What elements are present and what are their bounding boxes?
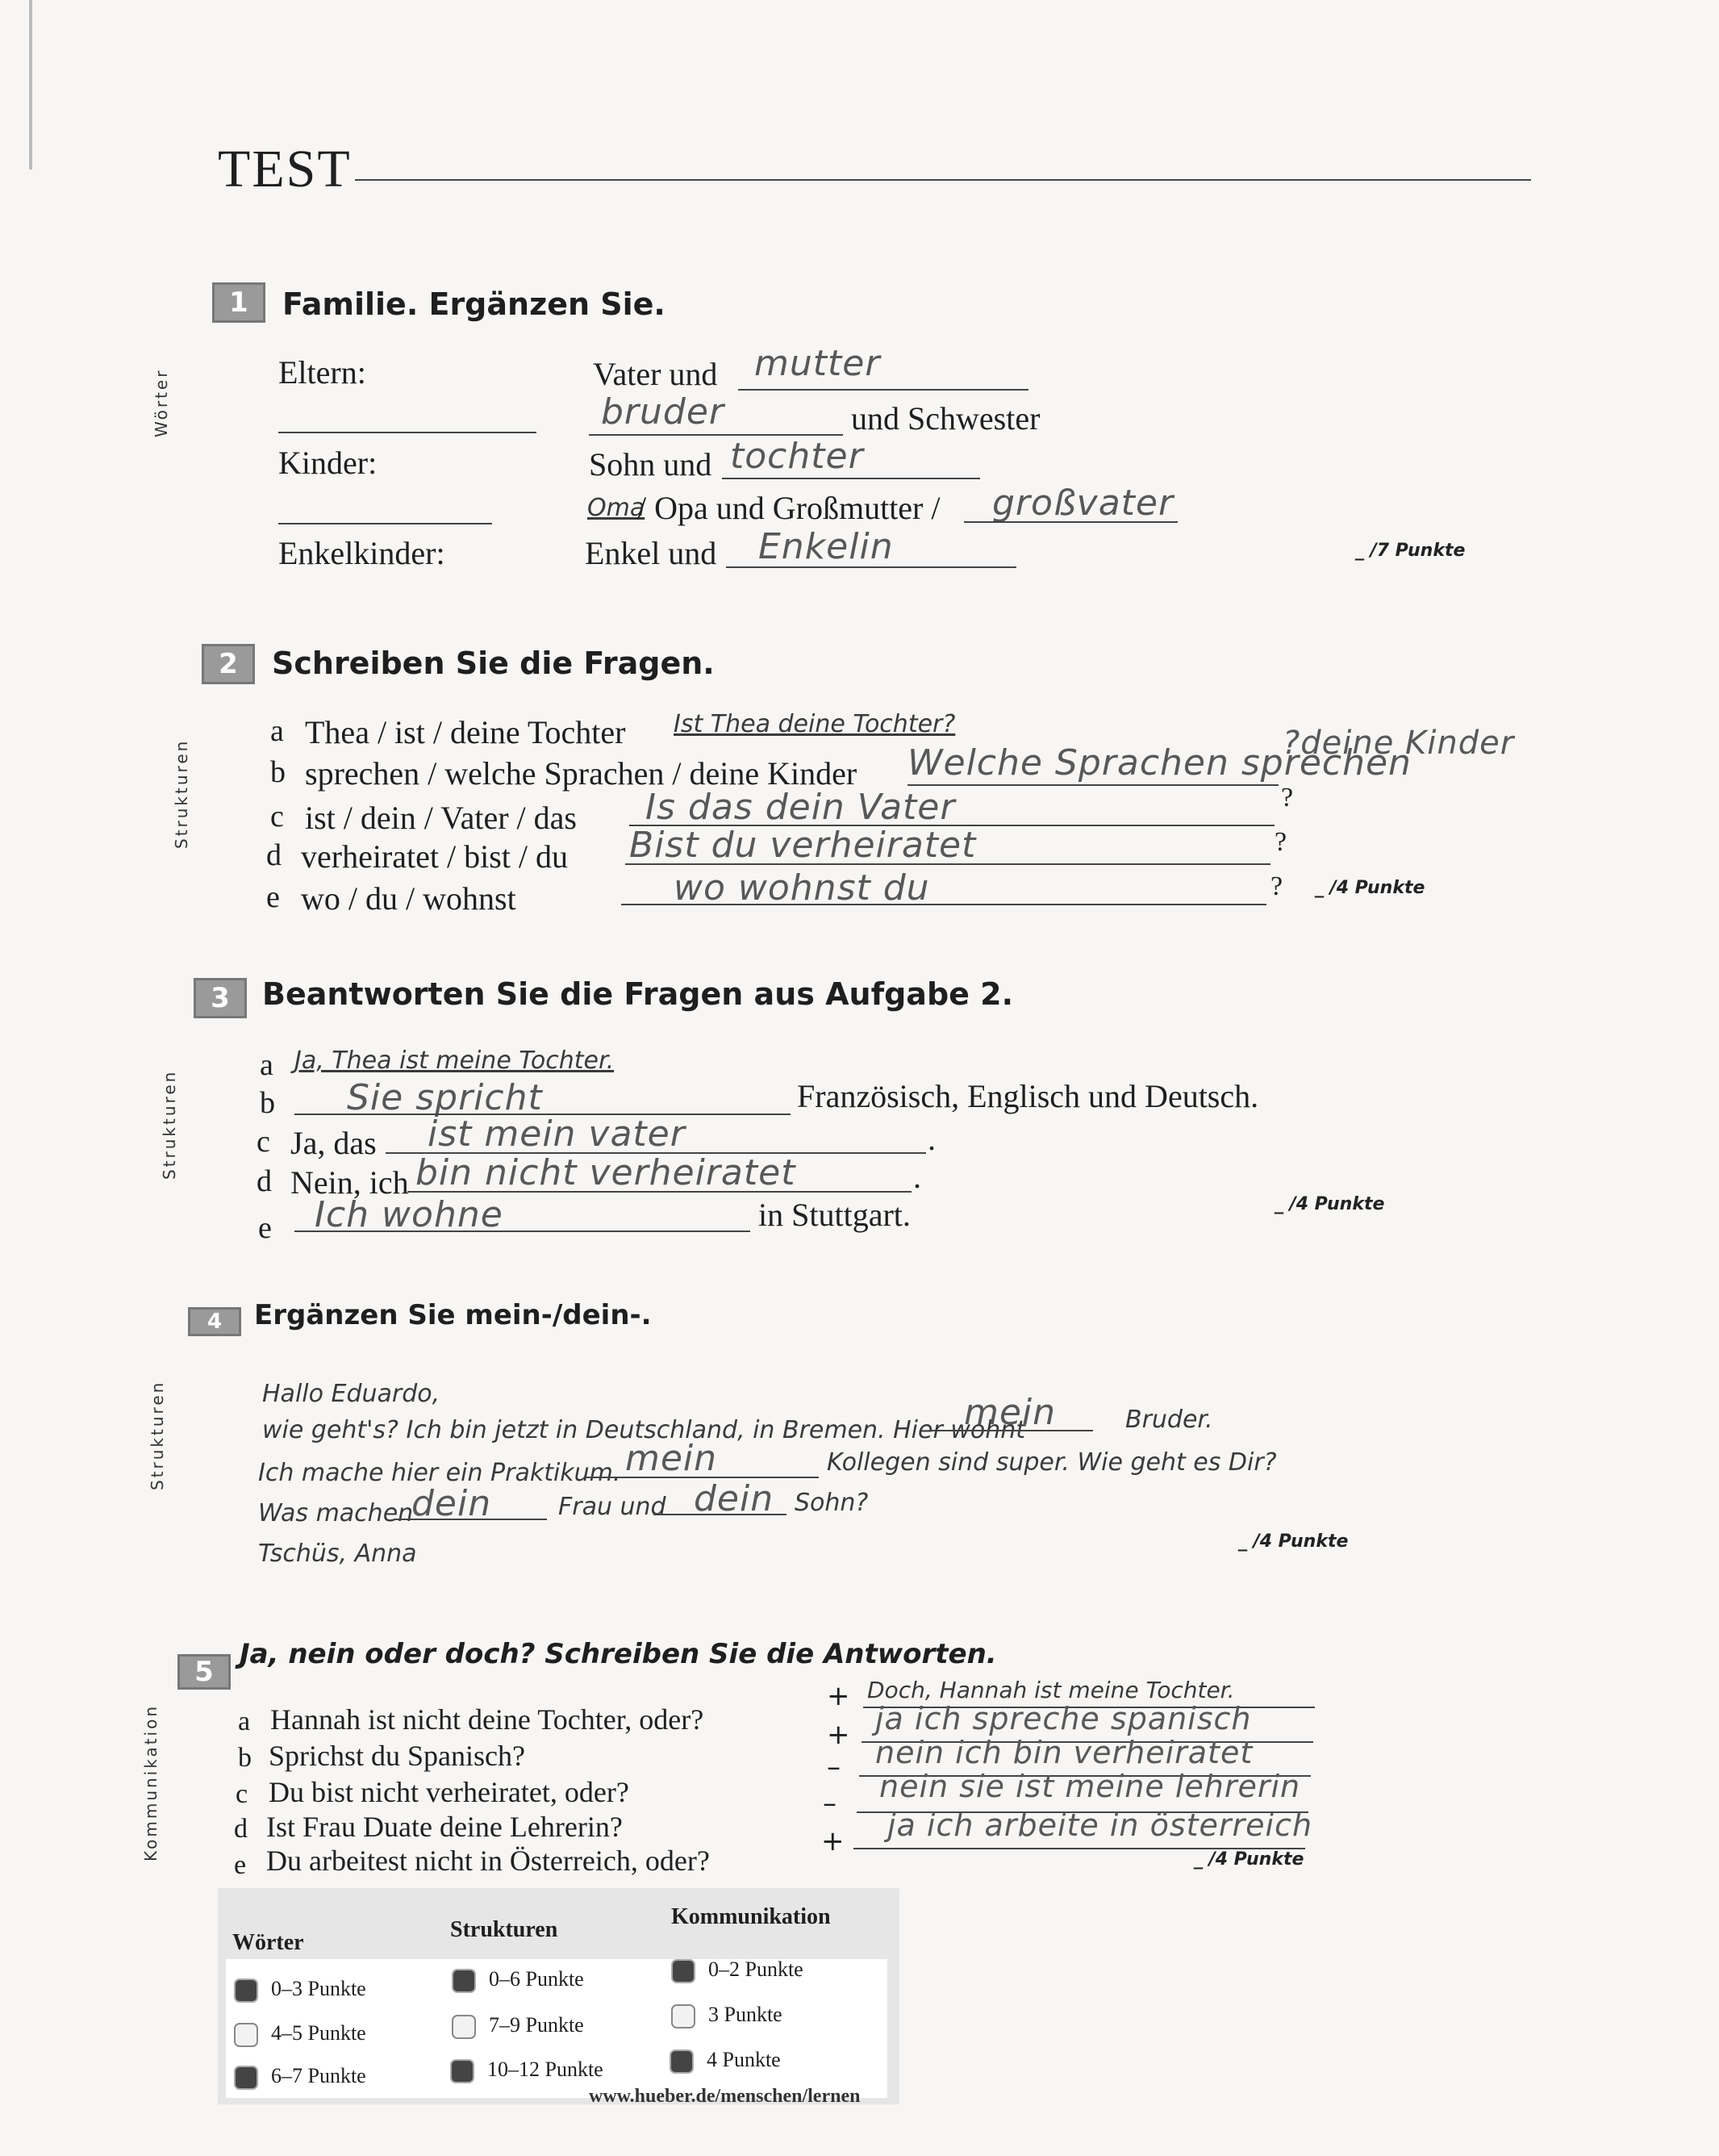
s1-answer-4: großvater — [992, 483, 1175, 524]
score-dark-icon — [671, 1959, 695, 1983]
s4-answer-1: mein — [964, 1392, 1057, 1433]
table-row — [234, 2064, 366, 2090]
section-1-title: Familie. Ergänzen Sie. — [282, 286, 665, 322]
s2-prompt-d: verheiratet / bist / du — [301, 838, 569, 875]
s1-label-eltern: Eltern: — [278, 354, 366, 391]
score-light-icon — [671, 2004, 695, 2029]
section-1-number: 1 — [212, 282, 265, 323]
section-3-title: Beantworten Sie die Fragen aus Aufgabe 2. — [262, 976, 1014, 1012]
s1-points: _ /7 Punkte — [1355, 541, 1466, 561]
s4-line3-a: Was machen — [258, 1499, 414, 1527]
score-light-icon — [452, 2015, 476, 2039]
s3-blank-e — [294, 1231, 750, 1232]
score-cell: 3 Punkte — [708, 2003, 782, 2026]
table-row — [234, 2021, 366, 2047]
score-cell: 0–6 Punkte — [489, 1967, 584, 1991]
s4-closing: Tschüs, Anna — [258, 1540, 417, 1568]
s3-points: _ /4 Punkte — [1275, 1194, 1385, 1214]
s5-letter-b: b — [238, 1743, 252, 1773]
score-cell: 4 Punkte — [707, 2048, 781, 2071]
s3-blank-d — [407, 1191, 912, 1193]
s5-answer-d: nein sie ist meine lehrerin — [879, 1769, 1301, 1804]
s5-sign-d: – — [823, 1787, 837, 1820]
s2-end-b: ?deine Kinder — [1283, 725, 1515, 762]
s1-prefix-3: Sohn und — [589, 446, 712, 483]
s1-blank-left-2 — [278, 432, 536, 433]
score-dark-icon — [234, 2066, 258, 2090]
s4-greeting: Hallo Eduardo, — [262, 1380, 440, 1408]
s2-answer-c: Is das dein Vater — [645, 787, 956, 828]
s3-letter-a: a — [260, 1048, 273, 1082]
s3-suffix-c: . — [928, 1121, 936, 1157]
score-dark-icon — [234, 1978, 258, 2003]
score-cell: 6–7 Punkte — [271, 2064, 366, 2087]
s3-answer-a: Ja, Thea ist meine Tochter. — [294, 1047, 615, 1075]
s1-suffix-2: und Schwester — [851, 400, 1041, 437]
s1-blank-left-4 — [278, 523, 492, 524]
section-2-title: Schreiben Sie die Fragen. — [272, 646, 715, 681]
s2-blank-d — [625, 863, 1270, 865]
s5-sign-b: + — [827, 1719, 850, 1751]
s5-question-c: Du bist nicht verheiratet, oder? — [269, 1776, 629, 1808]
s2-prompt-e: wo / du / wohnst — [301, 880, 516, 917]
s2-letter-c: c — [270, 800, 284, 834]
s2-blank-e — [621, 904, 1266, 905]
table-row — [450, 2058, 603, 2083]
score-table — [218, 1888, 899, 2104]
s5-points: _ /4 Punkte — [1194, 1849, 1304, 1870]
score-cell: 10–12 Punkte — [487, 2058, 603, 2081]
s2-blank-b — [907, 784, 1279, 786]
s4-blank-4 — [653, 1514, 786, 1515]
page-title: TEST — [218, 140, 352, 198]
s5-sign-e: + — [821, 1825, 845, 1857]
score-dark-icon — [670, 2049, 694, 2074]
s5-letter-e: e — [234, 1850, 247, 1880]
s5-letter-d: d — [234, 1814, 248, 1844]
s2-letter-e: e — [266, 880, 280, 914]
s1-blank-3 — [722, 478, 980, 479]
s2-answer-d: Bist du verheiratet — [629, 825, 977, 866]
s1-blank-5 — [726, 566, 1016, 568]
table-row — [671, 1958, 803, 1983]
s3-prefix-d: Nein, ich — [290, 1164, 409, 1201]
s5-letter-c: c — [236, 1779, 248, 1809]
s2-prompt-c: ist / dein / Vater / das — [305, 800, 577, 836]
s3-letter-d: d — [257, 1164, 272, 1198]
s4-blank-3 — [394, 1519, 547, 1520]
s2-letter-a: a — [270, 714, 284, 748]
title-underline — [355, 179, 1531, 181]
s3-answer-c: ist mein vater — [428, 1114, 686, 1155]
margin-rule — [29, 0, 32, 169]
s3-answer-d: bin nicht verheiratet — [415, 1152, 796, 1193]
s5-sign-c: – — [827, 1751, 841, 1783]
s3-letter-e: e — [258, 1211, 272, 1245]
section-2-number: 2 — [202, 644, 255, 684]
table-header-kommunikation: Kommunikation — [671, 1904, 831, 1929]
score-light-icon — [234, 2023, 258, 2047]
s4-line3-c: Sohn? — [795, 1489, 869, 1517]
s2-end-d: ? — [1275, 827, 1287, 857]
section-4-number: 4 — [188, 1307, 241, 1336]
s4-line1-a: wie geht's? Ich bin jetzt in Deutschland, in Bremen. Hier wohnt — [262, 1416, 1026, 1444]
s5-answer-b: ja ich spreche spanisch — [875, 1701, 1252, 1736]
s2-prompt-b: sprechen / welche Sprachen / deine Kinder — [305, 755, 857, 792]
table-header-woerter: Wörter — [232, 1930, 304, 1955]
score-dark-icon — [450, 2059, 474, 2083]
s5-letter-a: a — [238, 1707, 251, 1736]
s4-points: _ /4 Punkte — [1238, 1531, 1349, 1552]
s2-end-e: ? — [1270, 871, 1283, 901]
s1-blank-1 — [738, 389, 1028, 391]
s1-answer-1: mutter — [754, 343, 881, 384]
s5-question-a: Hannah ist nicht deine Tochter, oder? — [270, 1703, 704, 1736]
s2-letter-d: d — [266, 838, 282, 872]
table-row — [452, 2013, 584, 2039]
s4-blank-1 — [932, 1430, 1093, 1431]
s2-end-c: ? — [1281, 783, 1294, 813]
s1-answer-2: bruder — [601, 391, 724, 432]
s2-letter-b: b — [270, 755, 286, 789]
score-cell: 0–3 Punkte — [271, 1977, 366, 2000]
side-label-strukturen-2: Strukturen — [172, 738, 191, 849]
section-5-title: Ja, nein oder doch? Schreiben Sie die Antworten. — [240, 1638, 997, 1670]
s5-question-e: Du arbeitest nicht in Österreich, oder? — [266, 1845, 710, 1877]
s5-answer-a: Doch, Hannah ist meine Tochter. — [867, 1677, 1235, 1703]
side-label-kommunikation: Kommunikation — [141, 1703, 161, 1861]
s4-line2-a: Ich mache hier ein Praktikum. — [258, 1459, 621, 1487]
s3-suffix-e: in Stuttgart. — [758, 1197, 911, 1233]
s2-prompt-a: Thea / ist / deine Tochter — [305, 714, 626, 750]
table-row — [452, 1967, 584, 1993]
s1-prefix-hand-4: Oma — [587, 494, 645, 522]
s3-prefix-c: Ja, das — [290, 1125, 377, 1161]
s3-letter-c: c — [257, 1125, 270, 1159]
s1-prefix-5: Enkel und — [585, 535, 717, 571]
s3-answer-b: Sie spricht — [347, 1077, 543, 1118]
s1-answer-3: tochter — [730, 436, 864, 477]
score-cell: 0–2 Punkte — [708, 1958, 803, 1981]
s3-suffix-d: . — [913, 1159, 921, 1195]
s4-answer-4: dein — [694, 1478, 774, 1519]
s2-answer-e: wo wohnst du — [674, 867, 930, 909]
s5-question-d: Ist Frau Duate deine Lehrerin? — [266, 1811, 623, 1843]
score-dark-icon — [452, 1969, 476, 1993]
s5-answer-e: ja ich arbeite in österreich — [887, 1807, 1313, 1843]
side-label-strukturen-3: Strukturen — [160, 1069, 179, 1180]
section-5-number: 5 — [177, 1654, 231, 1690]
s5-question-b: Sprichst du Spanisch? — [269, 1740, 525, 1772]
score-cell: 7–9 Punkte — [489, 2013, 584, 2037]
s1-label-enkelkinder: Enkelkinder: — [278, 535, 445, 571]
s4-answer-2: mein — [625, 1438, 718, 1479]
s2-answer-b: Welche Sprachen sprechen — [907, 742, 1412, 783]
side-label-woerter: Wörter — [152, 368, 171, 437]
s1-label-kinder: Kinder: — [278, 445, 378, 481]
s3-letter-b: b — [260, 1086, 275, 1120]
table-row — [234, 1977, 366, 2003]
s1-prefix-4: / Opa und Großmutter / — [637, 490, 941, 526]
s5-answer-c: nein ich bin verheiratet — [875, 1735, 1254, 1770]
s3-answer-e: Ich wohne — [315, 1194, 503, 1235]
s1-blank-4 — [964, 521, 1178, 523]
s1-prefix-1: Vater und — [593, 356, 718, 392]
s3-suffix-b: Französisch, Englisch und Deutsch. — [797, 1078, 1259, 1114]
score-cell: 4–5 Punkte — [271, 2021, 366, 2045]
section-4-title: Ergänzen Sie mein-/dein-. — [254, 1299, 652, 1331]
s2-answer-a: Ist Thea deine Tochter? — [674, 710, 956, 738]
s4-answer-3: dein — [411, 1483, 492, 1524]
table-header-strukturen: Strukturen — [450, 1917, 558, 1942]
side-label-strukturen-4: Strukturen — [148, 1380, 167, 1490]
s2-points: _ /4 Punkte — [1315, 878, 1425, 898]
s1-answer-5: Enkelin — [758, 526, 894, 567]
section-3-number: 3 — [194, 978, 247, 1018]
table-row — [670, 2048, 781, 2074]
s5-sign-a: + — [827, 1680, 850, 1712]
s4-line2-b: Kollegen sind super. Wie geht es Dir? — [827, 1448, 1277, 1477]
footer-url[interactable]: www.hueber.de/menschen/lernen — [589, 2086, 861, 2107]
s4-line3-b: Frau und — [558, 1493, 666, 1521]
table-row — [671, 2003, 782, 2029]
s4-line1-b: Bruder. — [1125, 1406, 1213, 1434]
